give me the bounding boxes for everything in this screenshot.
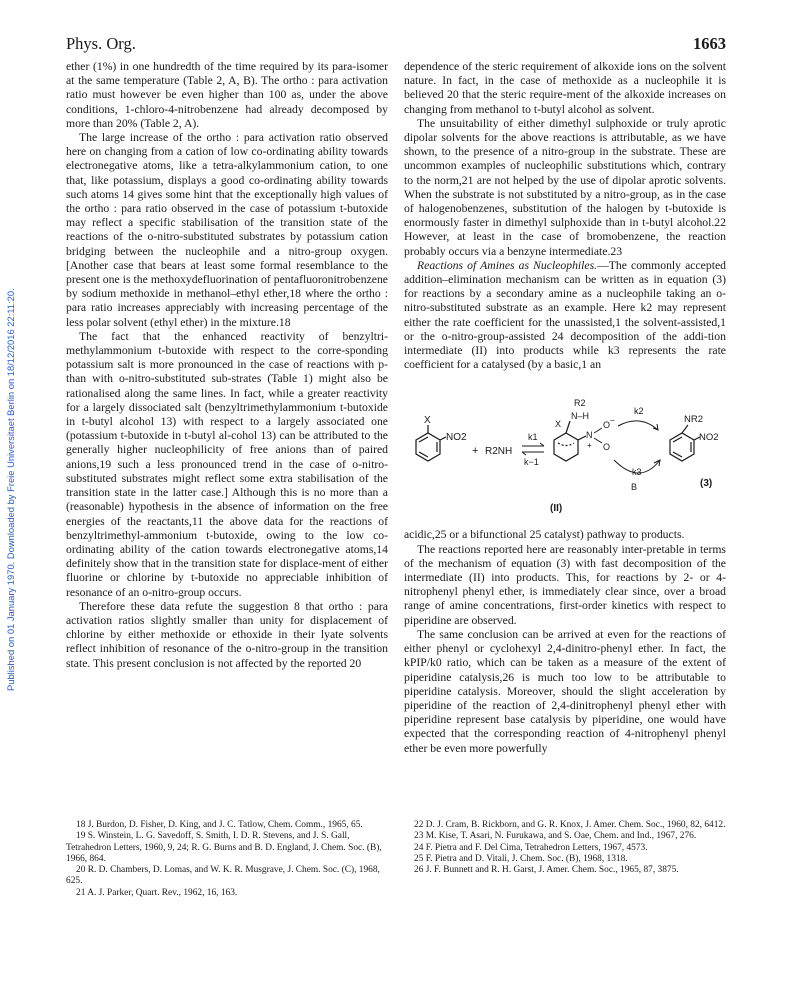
journal-title: Phys. Org. — [66, 34, 136, 53]
plus-sign: + — [472, 445, 479, 458]
k2-label: k2 — [634, 406, 644, 417]
footnote: 21 A. J. Parker, Quart. Rev., 1962, 16, 163. — [76, 887, 238, 898]
paragraph: dependence of the steric requirement of alkoxide ions on the solvent nature. In fact, in the case of methoxide as a nucleophile it is believed 20 that the steric require-ment of the alkoxide increases on changing from methanol to t-butyl alcohol as solvent. — [404, 60, 726, 116]
base-label: B — [631, 482, 638, 493]
intermediate-nh: N–H — [571, 411, 590, 422]
paragraph: The same conclusion can be arrived at even for the reactions of either phenyl or cyclohexyl 2,4-dinitro-phenyl ether. In fact, the kPIP/k0 ratio, which can be taken as a measure of the extent of piperidine catalysis,26 is much too low to be attributable to piperidine catalysis. Moreover, should the slight acceleration by piperidine of the reaction of 2,4-dinitrophenyl phenyl ether with piperidine represent base catalysis by piperidine, one would have expected that the corresponding reaction of 4-nitrophenyl phenyl ether be even more powerfully — [404, 627, 726, 755]
equation-number: (3) — [700, 478, 713, 490]
footnote: 19 S. Winstein, L. G. Savedoff, S. Smith, I. D. R. Stevens, and J. S. Gall, Tetrahedron Letters, 1960, 9, 24; R. G. Burns and B. D. England, J. Chem. Soc. (B), 1966, 864. — [66, 831, 382, 864]
right-column — [404, 60, 726, 756]
section-paragraph — [404, 259, 726, 373]
paragraph: The fact that the enhanced reactivity of benzyltri-methylammonium t-butoxide with respect to the corre-sponding potassium salt is more pronounced in the case of reactions with p- than with o-nitro-substituted sub-strates (Table 1) might also be rationalised along the same lines. In fact, while a greater reactivity for a largely dissociated salt (benzyltrimethylammonium t-butoxide in t-butyl alcohol 13) with respect to a largely associated one (potassium t-butoxide in t-butyl al-cohol 13) can be attributed to the generally higher nucleophilicity of free anions than of paired anions,19 such a less pronounced trend in the case of o-nitro-substituted substrates might reflect some extra stabilisation of the transition state in the latter case.] Although this is no more than a (reasonable) hypothesis in the absence of information on the free energies of the reactants,11 the above data for the reactions of benzyltrimethyl-ammonium t-butoxide, owing to the low co-ordinating ability of the cation towards electronegative atoms,14 definitely show that in the transition state for displace-ment of either fluorine or chlorine by t-butoxide no appreciable inhibition of resonance of an o-nitro-group occurs. — [66, 329, 388, 599]
page-header — [66, 34, 726, 54]
reactant-ring — [416, 425, 446, 461]
amine: R2NH — [485, 446, 513, 458]
reactant-nitro: NO2 — [446, 432, 467, 444]
download-watermark: Published on 01 January 1970. Downloaded by Freie Universitaet Berlin on 18/12/2016 22:11:20. — [5, 288, 16, 692]
footnotes-left — [66, 820, 388, 899]
paragraph: The reactions reported here are reasonably inter-pretable in terms of the mechanism of equation (3) with fast decomposition of the intermediate (II) into products. This, for reactions by 2- or 4-nitrophenyl phenyl ether, is immediately clear since, over a broad range of amine concentrations, first-order kinetics with respect to piperidine are observed. — [404, 542, 726, 627]
k-minus1-label: k−1 — [524, 457, 539, 468]
footnote: 26 J. F. Bunnett and R. H. Garst, J. Amer. Chem. Soc., 1965, 87, 3875. — [414, 865, 679, 876]
footnote: 18 J. Burdon, D. Fisher, D. King, and J. C. Tatlow, Chem. Comm., 1965, 65. — [76, 820, 363, 830]
footnotes-right — [404, 820, 726, 876]
intermediate-r2: R2 — [574, 398, 586, 409]
reaction-scheme-drawing — [404, 376, 726, 522]
nitro-oxygen-top: O — [603, 420, 611, 431]
paragraph: The large increase of the ortho : para activation ratio observed here on changing from a cation of low co-ordinating ability towards electronegative atoms, like a tetra-alkylammonium cation, to one that, like potassium, displays a good co-ordinating ability towards such atoms 14 gives some hint that the exceptionally high values of the ortho : para ratio observed in the case of potassium t-butoxide may reflect a specific stabilisation of the transition state of the reactions of the o-nitro-substituted substrates by potassium cation bridging between the nucleophile and a nitro-group oxygen. [Another case that bears at least some formal resemblance to the present one is the methoxydefluorination of pentafluoronitrobenzene by sodium methoxide in methanol–ethyl ether,18 where the ortho : para ratio increases appreciably with increasing percentage of the less polar solvent (ethyl ether) in the mixture.18 — [66, 131, 388, 329]
paragraph: acidic,25 or a bifunctional 25 catalyst) pathway to products. — [404, 528, 685, 542]
nitro-minus-charge: − — [610, 416, 615, 426]
substituent-x: X — [424, 415, 431, 427]
left-column — [66, 60, 388, 671]
nitro-oxygen-bottom: O — [603, 442, 611, 453]
product-nitro: NO2 — [699, 432, 719, 444]
k3-label: k3 — [632, 467, 642, 478]
paragraph: Therefore these data refute the suggestion 8 that ortho : para activation ratios slightly smaller than unity for displacement of chlorine by either methoxide or ethoxide in their lyate solvents reflect inhibition of resonance of the o-nitro-group in the transition state. This present conclusion is not affected by the reported 20 — [66, 599, 388, 670]
k1-label: k1 — [528, 432, 538, 443]
nitro-positive-charge: + — [587, 441, 592, 451]
intermediate-x: X — [555, 419, 562, 430]
intermediate-label: (II) — [550, 503, 563, 515]
footnote: 23 M. Kise, T. Asari, N. Furukawa, and S. Oae, Chem. and Ind., 1967, 276. — [414, 831, 697, 842]
page-number: 1663 — [693, 34, 726, 53]
nitro-bonds — [594, 428, 602, 443]
footnote: 25 F. Pietra and D. Vitali, J. Chem. Soc. (B), 1968, 1318. — [414, 853, 628, 864]
paragraph: The unsuitability of either dimethyl sulphoxide or truly aprotic dipolar solvents for the above reactions is attributable, as we have shown, to the presence of a nitro-group in the substrate. These are uncommon examples of nucleophilic substitutions which, contrary to the norm,21 are not helped by the use of dipolar aprotic solvents. When the substrate is not substituted by a nitro-group, as in the case of halogenobenzenes, substitution of the halogen by t-butoxide is enormously faster in dimethyl sulphoxide than in t-butyl alcohol.22 However, at least in the case of bromobenzene, the reaction probably occurs via a benzyne intermediate.23 — [404, 116, 726, 258]
k2-arrow — [618, 421, 658, 430]
footnote: 24 F. Pietra and F. Del Cima, Tetrahedron Letters, 1967, 4573. — [414, 842, 648, 853]
section-heading: Reactions of Amines as Nucleophiles. — [417, 258, 598, 272]
product-amine: NR2 — [684, 414, 704, 426]
equilibrium-arrows — [522, 443, 544, 455]
product-ring — [670, 425, 700, 461]
footnote: 20 R. D. Chambers, D. Lomas, and W. K. R. Musgrave, J. Chem. Soc. (C), 1968, 625. — [66, 865, 380, 887]
section-intro: —The commonly accepted addition–elimination mechanism can be written as in equation (3) for reactions by a secondary amine as a nucleophile taking an o-nitro-substituted substrate as an example. Here k2 may represent either the rate coefficient for the unassisted,1 the solvent-assisted,1 or the o-nitro-group-assisted 24 decomposition of the addi-tion intermediate (II) into products while k3 represents the rate coefficient for a catalysed (by a basic,1 an — [404, 258, 726, 372]
footnote: 22 D. J. Cram, B. Rickborn, and G. R. Knox, J. Amer. Chem. Soc., 1960, 82, 6412. — [414, 820, 726, 830]
paragraph: ether (1%) in one hundredth of the time required by its para-isomer at the same temperature (Table 2, A, B). The ortho : para activation ratio must however be even higher than 100 as, under the above conditions, 1-chloro-4-nitrobenzene had already decomposed by more than 20% (Table 2, A). — [66, 60, 388, 130]
intermediate-nitro-n: N — [586, 430, 593, 441]
reaction-scheme — [404, 376, 726, 522]
